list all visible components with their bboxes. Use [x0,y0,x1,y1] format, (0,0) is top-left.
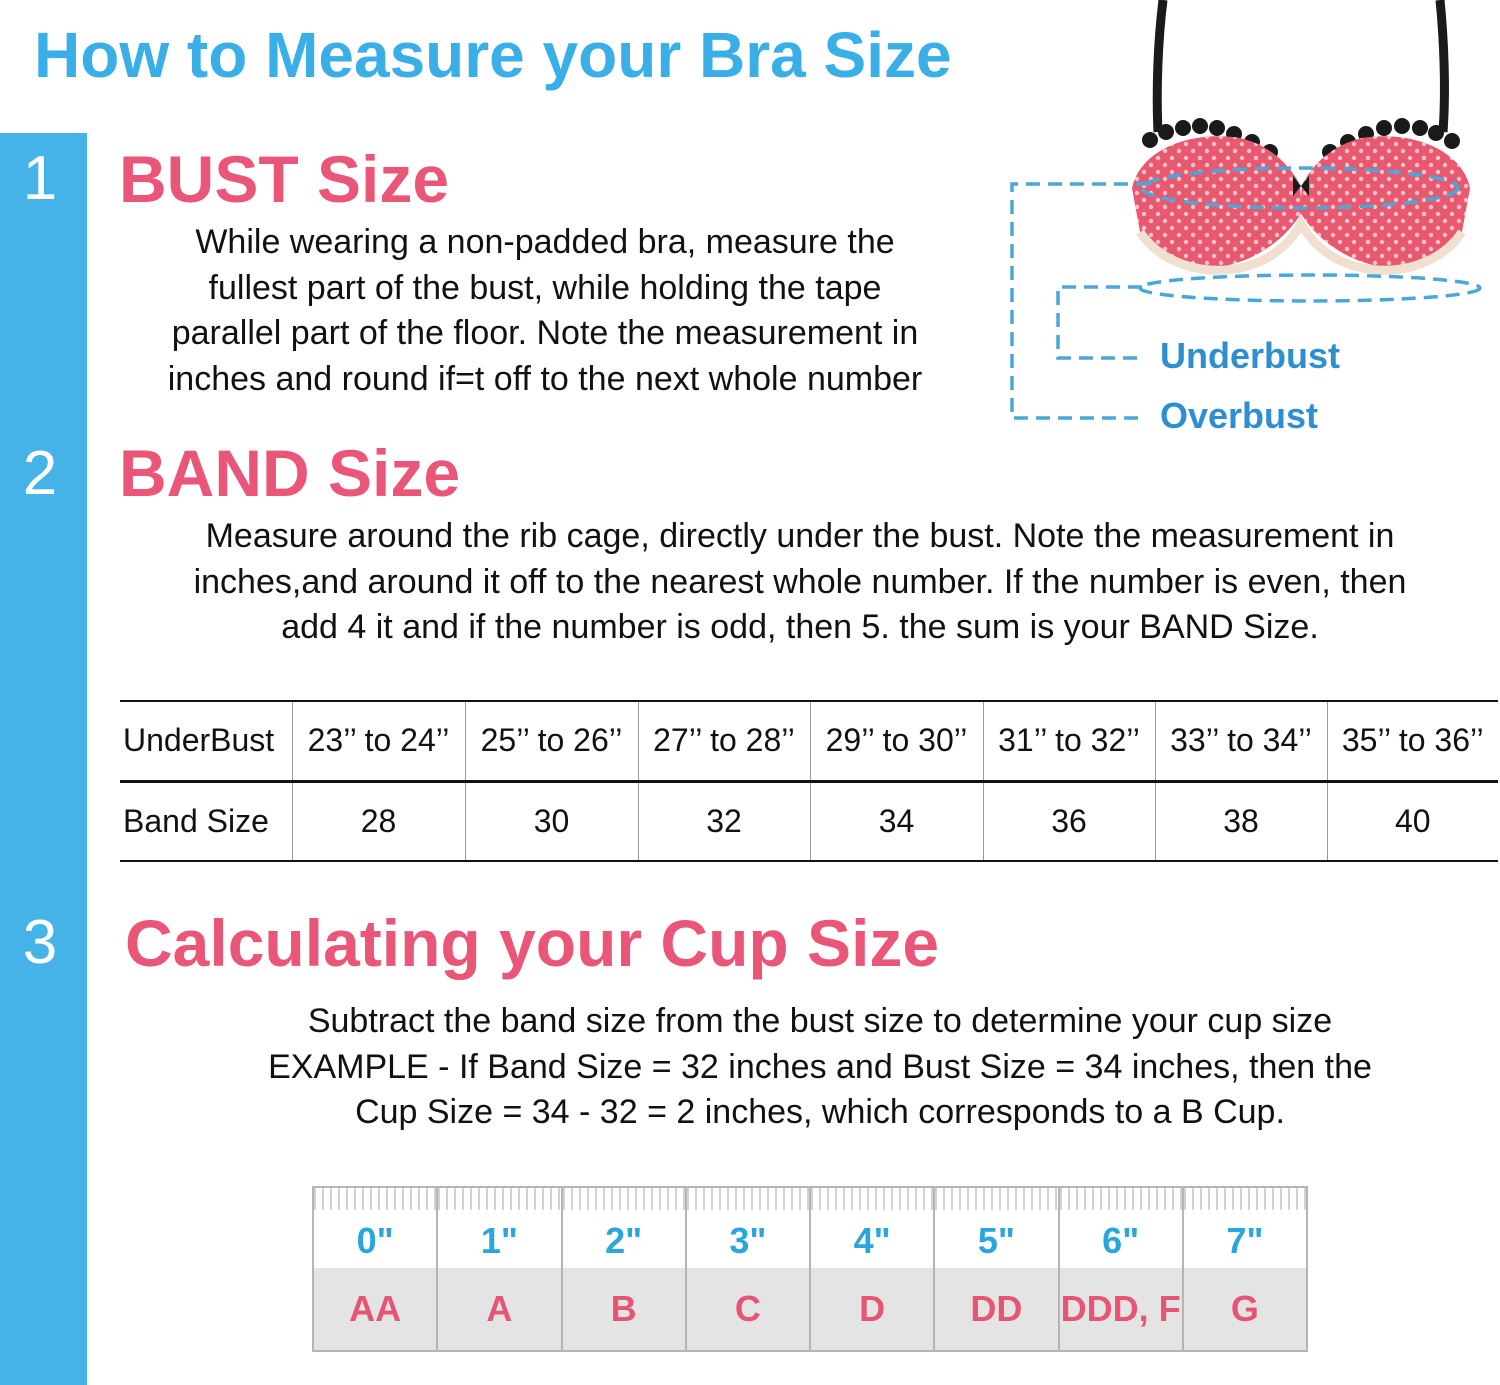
instruction-line: parallel part of the floor. Note the measurement in [171,314,919,352]
row-label-band-size: Band Size [120,781,292,861]
ruler-ticks [687,1188,809,1210]
band-size-cell: 30 [465,781,638,861]
band-size-cell: 34 [810,781,983,861]
instruction-line: fullest part of the bust, while holding the tape [208,268,882,307]
band-size-cell: 40 [1327,781,1498,861]
instruction-line: Measure around the rib cage, directly under the bust. Note the measurement in [205,517,1395,555]
underbust-cell: 35’’ to 36’’ [1327,701,1498,781]
band-size-cell: 32 [638,781,810,861]
step-number-2: 2 [22,439,58,508]
cup-letter: G [1184,1268,1306,1350]
cup-column [1058,1188,1182,1350]
cup-column [685,1188,809,1350]
cup-column [933,1188,1057,1350]
inch-difference: 2" [605,1220,643,1261]
band-size-cell: 36 [983,781,1155,861]
cup-letter: C [687,1268,809,1350]
ruler-ticks [811,1188,933,1210]
cup-letter: D [811,1268,933,1350]
cup-column [809,1188,933,1350]
cup-column [436,1188,560,1350]
band-size-table [120,700,1498,862]
underbust-cell: 27’’ to 28’’ [638,701,810,781]
step-number-1: 1 [22,144,58,213]
band-size-cell: 28 [292,781,465,861]
band-size-instructions [100,514,1500,651]
ruler-ticks [563,1188,685,1210]
instruction-line: Cup Size = 34 - 32 = 2 inches, which corresponds to a B Cup. [355,1093,1285,1131]
cup-letter: AA [314,1268,436,1350]
bust-size-heading: BUST Size [119,142,450,216]
ruler-ticks [438,1188,560,1210]
inch-difference: 1" [480,1220,518,1261]
step-sidebar [0,133,87,1385]
instruction-line: While wearing a non-padded bra, measure the [195,223,895,261]
right-strap [1440,0,1444,132]
band-size-cell: 38 [1155,781,1327,861]
underbust-cell: 23’’ to 24’’ [292,701,465,781]
inch-difference: 6" [1102,1220,1140,1261]
overbust-leader [1012,184,1150,418]
instruction-line: inches and round if=t off to the next whole number [167,359,923,398]
inch-difference: 0" [356,1220,394,1261]
cup-size-instructions [140,999,1500,1136]
band-size-row [120,781,1498,861]
underbust-cell: 33’’ to 34’’ [1155,701,1327,781]
bra-measurement-illustration [1000,0,1500,440]
instruction-line: EXAMPLE - If Band Size = 32 inches and Bust Size = 34 inches, then the [268,1047,1372,1086]
cup-size-heading: Calculating your Cup Size [125,906,940,980]
cup-column [561,1188,685,1350]
inch-difference: 4" [853,1220,891,1261]
underbust-label: Underbust [1160,335,1340,376]
instruction-line: add 4 it and if the number is odd, then 5. the sum is your BAND Size. [281,608,1319,646]
cup-letter: DDD, F [1060,1268,1182,1350]
instruction-line: inches,and around it off to the nearest whole number. If the number is even, then [193,562,1407,601]
underbust-row [120,701,1498,781]
band-size-heading: BAND Size [119,436,461,510]
ruler-ticks [935,1188,1057,1210]
underbust-cell: 31’’ to 32’’ [983,701,1155,781]
instruction-line: Subtract the band size from the bust size to determine your cup size [307,1002,1333,1040]
cup-letter: DD [935,1268,1057,1350]
underbust-line [1140,275,1480,301]
underbust-leader [1058,287,1142,358]
cup-column [314,1188,436,1350]
ruler-ticks [1060,1188,1182,1210]
page-title: How to Measure your Bra Size [34,19,952,91]
ruler-ticks [314,1188,436,1210]
cup-letter: B [563,1268,685,1350]
left-strap [1157,0,1163,132]
step-number-3: 3 [22,908,58,977]
inch-difference: 7" [1226,1220,1264,1261]
overbust-label: Overbust [1160,395,1319,436]
cup-letter: A [438,1268,560,1350]
row-label-underbust: UnderBust [120,701,292,781]
inch-difference: 3" [729,1220,767,1261]
ruler-ticks [1184,1188,1306,1210]
cup-column [1182,1188,1306,1350]
underbust-cell: 29’’ to 30’’ [810,701,983,781]
bust-size-instructions [100,220,990,402]
inch-difference: 5" [977,1220,1015,1261]
underbust-cell: 25’’ to 26’’ [465,701,638,781]
cup-size-ruler [312,1186,1308,1352]
